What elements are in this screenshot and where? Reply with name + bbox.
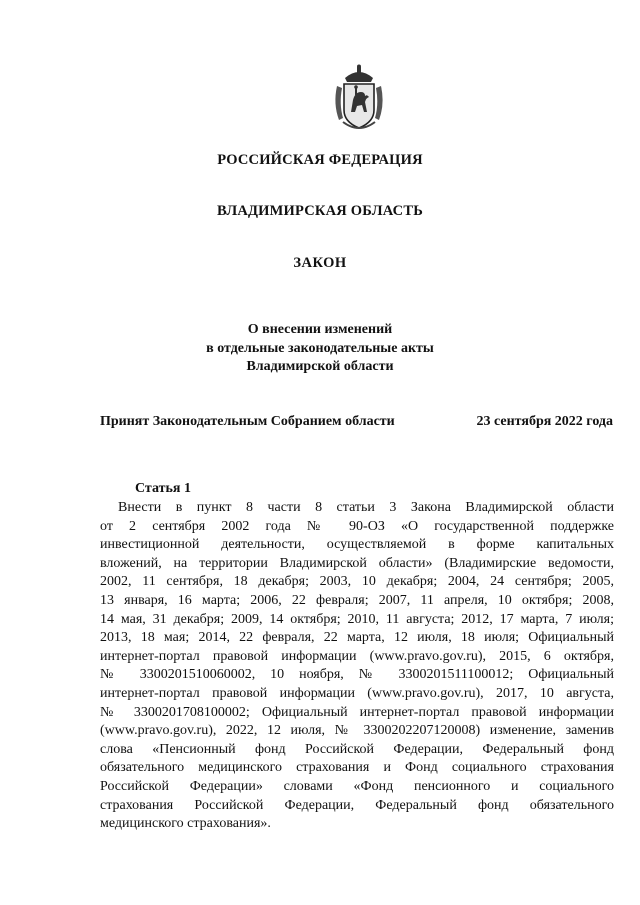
article-line: 2013, 18 мая; 2014, 22 февраля, 22 марта, 12 июля, 18 июля; Официальный	[100, 630, 614, 646]
article-line: слова «Пенсионный фонд Российской Федерации, Федеральный фонд	[100, 741, 614, 757]
article-line: 13 января, 16 марта; 2006, 22 февраля; 2007, 11 апреля, 10 октября; 2008,	[100, 592, 614, 608]
adopted-by: Принят Законодательным Собранием области	[100, 414, 395, 429]
law-title-line: Владимирской области	[246, 359, 394, 374]
article-line: интернет-портал правовой информации (www.pravo.gov.ru), 2017, 10 августа,	[100, 685, 614, 701]
article-line: 14 мая, 31 декабря; 2009, 14 октября; 2010, 11 августа; 2012, 17 марта, 7 июля;	[100, 611, 614, 627]
article-body	[100, 499, 614, 834]
article-line: вложений, на территории Владимирской области» (Владимирские ведомости,	[100, 555, 614, 571]
article-line: Российской Федерации» словами «Фонд пенсионного и социального	[100, 778, 614, 794]
article-line: 2002, 11 сентября, 18 декабря; 2003, 10 декабря; 2004, 24 сентября; 2005,	[100, 574, 614, 590]
article-line: от 2 сентября 2002 года № 90-ОЗ «О государственной поддержке	[100, 518, 614, 534]
article-line: № 3300201708100002; Официальный интернет-портал правовой информации	[100, 704, 614, 720]
coat-of-arms-icon	[331, 64, 387, 132]
country-heading: РОССИЙСКАЯ ФЕДЕРАЦИЯ	[217, 152, 423, 168]
doc-type-heading: ЗАКОН	[293, 255, 347, 271]
law-title	[0, 321, 640, 377]
article-line: обязательного медицинского страхования и Фонд социального страхования	[100, 760, 614, 776]
article-line: (www.pravo.gov.ru), 2022, 12 июля, № 3300202207120008) изменение, заменив	[100, 723, 614, 739]
adoption-date: 23 сентября 2022 года	[476, 414, 613, 429]
article-line: интернет-портал правовой информации (www.pravo.gov.ru), 2015, 6 октября,	[100, 648, 614, 664]
article-line: страхования Российской Федерации, Федеральный фонд обязательного	[100, 797, 614, 813]
article-line: № 3300201510060002, 10 ноября, № 3300201511100012; Официальный	[100, 667, 614, 683]
law-title-line: О внесении изменений	[247, 322, 393, 337]
region-heading: ВЛАДИМИРСКАЯ ОБЛАСТЬ	[217, 203, 423, 219]
article-heading: Статья 1	[135, 481, 191, 496]
article-line: инвестиционной деятельности, осуществляемой в форме капитальных	[100, 537, 614, 553]
article-line: медицинского страхования».	[100, 816, 271, 832]
law-title-line: в отдельные законодательные акты	[206, 340, 434, 356]
article-line: Внести в пункт 8 части 8 статьи 3 Закона Владимирской области	[118, 500, 614, 515]
